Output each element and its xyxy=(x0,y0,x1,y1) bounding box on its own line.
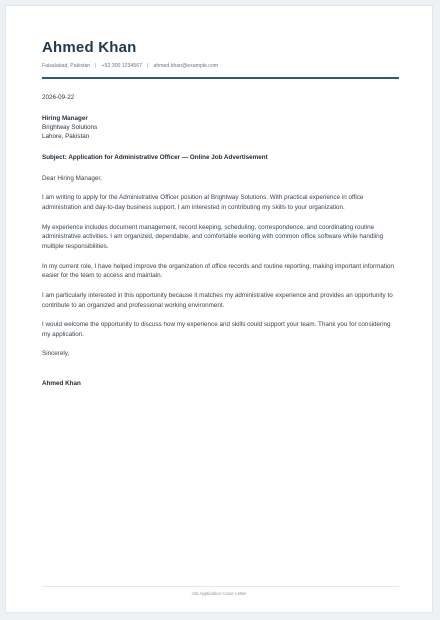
page-footer: Job Application Cover Letter xyxy=(191,591,247,596)
recipient-city: Lahore, Pakistan xyxy=(42,133,90,140)
letter-body xyxy=(42,174,399,369)
body-paragraph: In my current role, I have helped improve the organization of office records and routine reporting, making important information easier for the team to access and maintain. xyxy=(42,262,394,280)
letter-date: 2026-09-22 xyxy=(42,94,75,101)
recipient-block xyxy=(42,114,97,141)
body-paragraph: I would welcome the opportunity to discuss how my experience and skills could support your team. Thank you for considering my application. xyxy=(42,320,391,338)
closing: Sincerely, xyxy=(42,350,70,358)
letter-page xyxy=(5,5,433,613)
body-paragraph: I am writing to apply for the Administrative Officer position at Brightway Solutions. With practical experience in office administration and day-to-day business support, I am interested in contributing my skills to your organization. xyxy=(42,194,364,212)
body-paragraph: I am particularly interested in this opportunity because it matches my administrative experience and provides an opportunity to contribute to an organized and professional working environment. xyxy=(42,291,393,309)
sender-name: Ahmed Khan xyxy=(42,39,137,56)
sender-location: Faisalabad, Pakistan xyxy=(42,63,91,69)
header-divider xyxy=(42,77,399,79)
contact-line xyxy=(42,63,218,69)
recipient-company: Brightway Solutions xyxy=(42,124,98,131)
sender-phone: +92 300 1234567 xyxy=(101,63,143,69)
sender-email: ahmed.khan@example.com xyxy=(153,63,219,69)
letter-subject: Subject: Application for Administrative Officer — Online Job Advertisement xyxy=(42,154,268,161)
signature-name: Ahmed Khan xyxy=(42,380,81,387)
contact-separator: | xyxy=(95,63,97,69)
contact-separator: | xyxy=(147,63,149,69)
recipient-title: Hiring Manager xyxy=(42,115,88,122)
footer-divider xyxy=(42,586,399,587)
greeting: Dear Hiring Manager, xyxy=(42,175,102,182)
body-paragraph: My experience includes document management, record keeping, scheduling, correspondence, and coordinating routine administrative activities. I am organized, dependable, and comfortable working with common office software while handling multiple responsibilities. xyxy=(42,223,384,251)
